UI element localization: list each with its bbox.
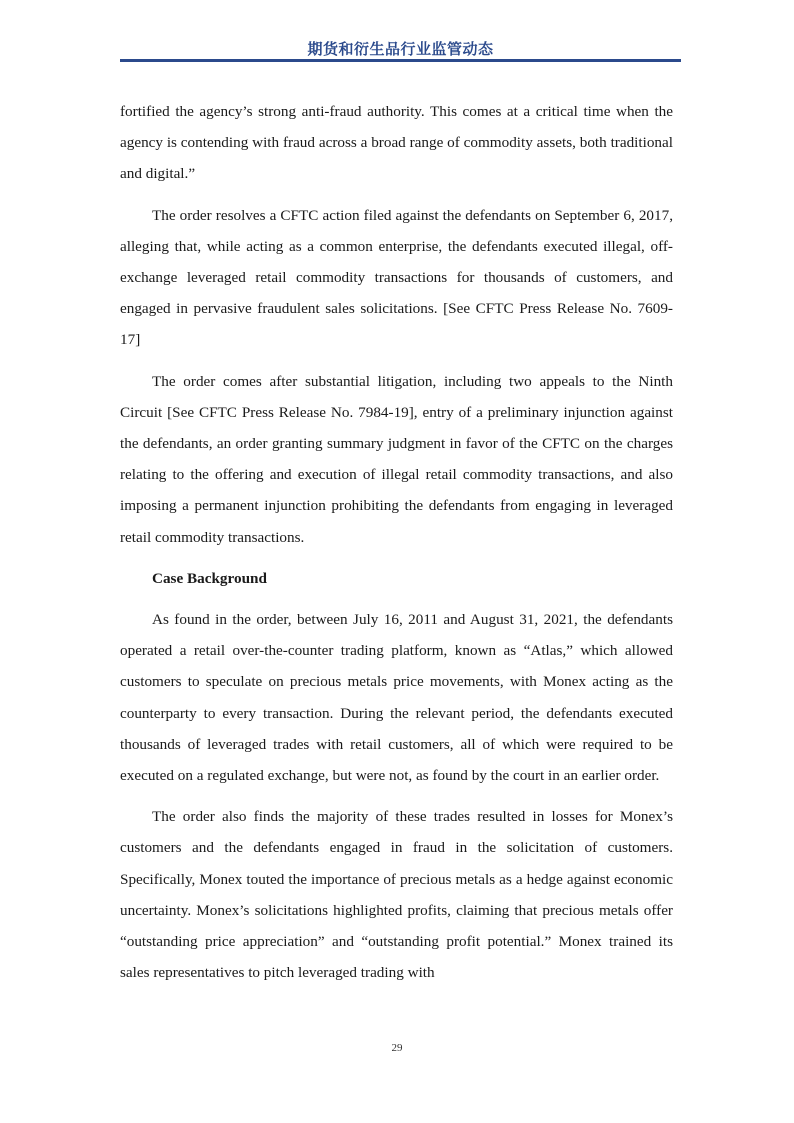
page-number: 29 xyxy=(391,1042,403,1054)
paragraph-as-found: As found in the order, between July 16, 2011 and August 31, 2021, the defendants operated a retail over-the-counter trading platform, known as “Atlas,” which allowed customers to speculate on precious metals price movements, with Monex acting as the counterparty to every transaction. During the relevant period, the defendants executed thousands of leveraged trades with retail customers, all of which were required to be executed on a regulated exchange, but were not, as found by the court in an earlier order. xyxy=(120,611,673,785)
header-title: 期货和衍生品行业监管动态 xyxy=(307,40,494,58)
paragraph-continued: fortified the agency’s strong anti-fraud authority. This comes at a critical time when the agency is contending with fraud across a broad range of commodity assets, both traditional and digital.” xyxy=(120,103,673,183)
document-body xyxy=(120,96,673,998)
page-header xyxy=(120,36,681,64)
section-heading-case-background: Case Background xyxy=(152,569,267,587)
header-rule xyxy=(120,59,681,62)
paragraph-order-comes-after: The order comes after substantial litigation, including two appeals to the Ninth Circuit [See CFTC Press Release No. 7984-19], entry of a preliminary injunction against the defendants, an order granting summary judgment in favor of the CFTC on the charges relating to the offering and execution of illegal retail commodity transactions, and also imposing a permanent injunction prohibiting the defendants from engaging in leveraged retail commodity transactions. xyxy=(120,372,673,546)
paragraph-order-also-finds: The order also finds the majority of these trades resulted in losses for Monex’s customers and the defendants engaged in fraud in the solicitation of customers. Specifically, Monex touted the importance of precious metals as a hedge against economic uncertainty. Monex’s solicitations highlighted profits, claiming that precious metals offer “outstanding price appreciation” and “outstanding profit potential.” Monex trained its sales representatives to pitch leveraged trading with xyxy=(120,808,673,982)
paragraph-order-resolves: The order resolves a CFTC action filed against the defendants on September 6, 2017, alleging that, while acting as a common enterprise, the defendants executed illegal, off-exchange leveraged retail commodity transactions for thousands of customers, and engaged in pervasive fraudulent sales solicitations. [See CFTC Press Release No. 7609-17] xyxy=(120,206,673,349)
